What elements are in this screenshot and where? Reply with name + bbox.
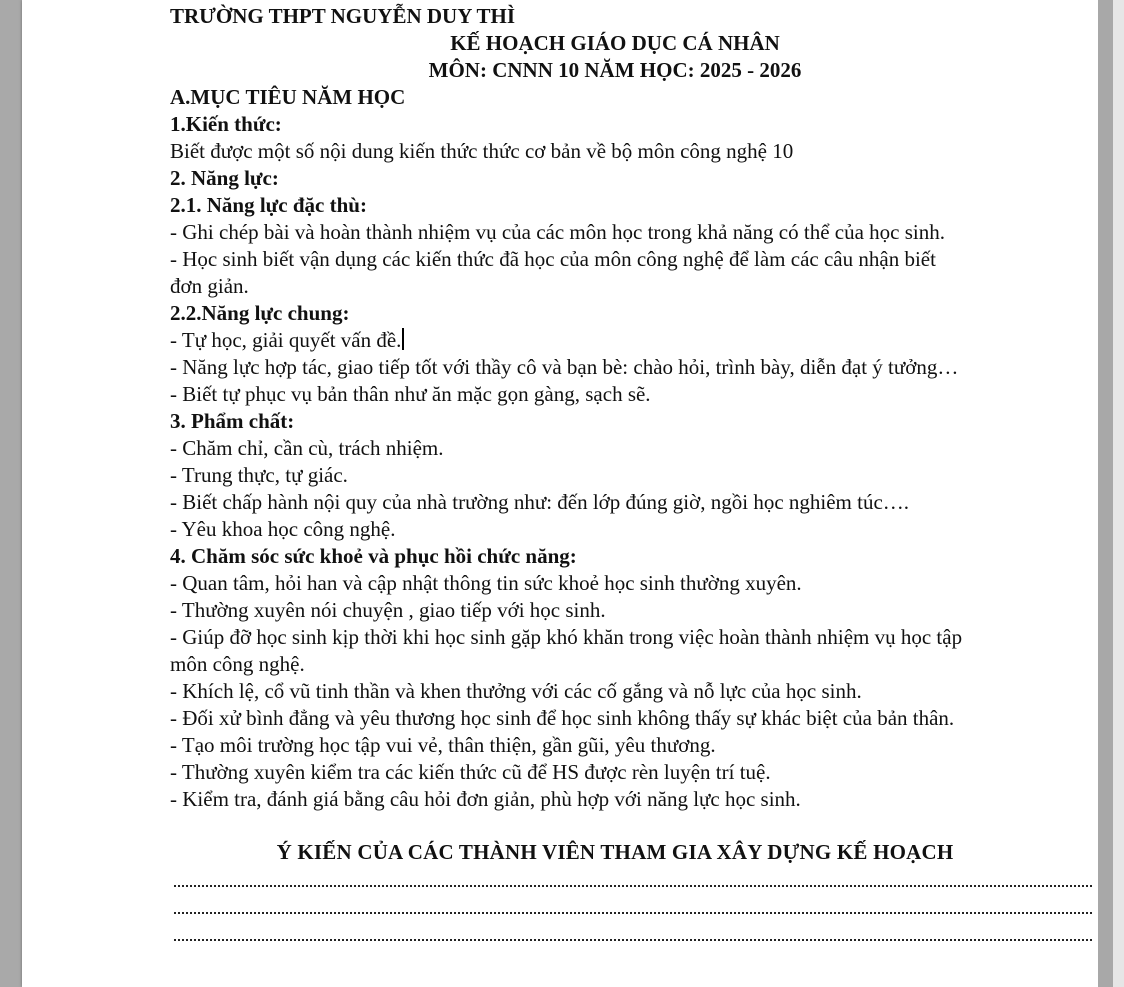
qualities-heading: 3. Phẩm chất:	[170, 409, 295, 433]
list-item: - Học sinh biết vận dụng các kiến thức đã học của môn công nghệ để làm các câu nhận biết	[170, 247, 936, 271]
general-competence-heading: 2.2.Năng lực chung:	[170, 301, 350, 325]
health-heading: 4. Chăm sóc sức khoẻ và phục hồi chức năng:	[170, 544, 577, 568]
list-item: - Thường xuyên nói chuyện , giao tiếp với học sinh.	[170, 598, 606, 622]
list-item: - Khích lệ, cổ vũ tinh thần và khen thưởng với các cố gắng và nỗ lực của học sinh.	[170, 679, 862, 703]
knowledge-heading: 1.Kiến thức:	[170, 112, 282, 136]
list-item: - Tạo môi trường học tập vui vẻ, thân thiện, gần gũi, yêu thương.	[170, 733, 716, 757]
list-item: - Năng lực hợp tác, giao tiếp tốt với thầy cô và bạn bè: chào hỏi, trình bày, diễn đạt ý tưởng…	[170, 355, 959, 379]
dotted-answer-line[interactable]	[170, 920, 1060, 947]
list-item-with-cursor[interactable]	[170, 327, 1060, 354]
list-item: môn công nghệ.	[170, 652, 305, 676]
dotted-answer-line[interactable]	[170, 893, 1060, 920]
list-item: - Quan tâm, hỏi han và cập nhật thông tin sức khoẻ học sinh thường xuyên.	[170, 571, 802, 595]
list-item: - Biết tự phục vụ bản thân như ăn mặc gọn gàng, sạch sẽ.	[170, 382, 651, 406]
list-item: - Trung thực, tự giác.	[170, 463, 348, 487]
specific-competence-heading: 2.1. Năng lực đặc thù:	[170, 193, 367, 217]
list-item: - Đối xử bình đẳng và yêu thương học sinh để học sinh không thấy sự khác biệt của bản thân.	[170, 706, 955, 730]
document-page[interactable]	[22, 0, 1098, 987]
list-item: - Giúp đỡ học sinh kịp thời khi học sinh gặp khó khăn trong việc hoàn thành nhiệm vụ học tập	[170, 625, 963, 649]
section-a-heading: A.MỤC TIÊU NĂM HỌC	[170, 85, 406, 109]
left-margin-background	[0, 0, 22, 987]
subject-year: MÔN: CNNN 10 NĂM HỌC: 2025 - 2026	[428, 58, 802, 82]
dotted-rule	[174, 939, 1092, 941]
text-cursor	[402, 328, 404, 350]
knowledge-text: Biết được một số nội dung kiến thức thức cơ bản về bộ môn công nghệ 10	[170, 139, 794, 163]
competence-heading: 2. Năng lực:	[170, 166, 279, 190]
vertical-scrollbar[interactable]	[1113, 0, 1124, 987]
dotted-rule	[174, 885, 1092, 887]
plan-title: KẾ HOẠCH GIÁO DỤC CÁ NHÂN	[450, 31, 780, 55]
list-item: - Ghi chép bài và hoàn thành nhiệm vụ của các môn học trong khả năng có thể của học sinh.	[170, 220, 946, 244]
document-body[interactable]	[170, 3, 1060, 947]
dotted-rule	[174, 912, 1092, 914]
spacer	[170, 824, 1060, 835]
spacer	[170, 813, 1060, 824]
list-item: - Thường xuyên kiểm tra các kiến thức cũ để HS được rèn luyện trí tuệ.	[170, 760, 771, 784]
list-item: đơn giản.	[170, 274, 249, 298]
list-item: - Kiểm tra, đánh giá bằng câu hỏi đơn giản, phù hợp với năng lực học sinh.	[170, 787, 801, 811]
dotted-answer-line[interactable]	[170, 866, 1060, 893]
school-name: TRƯỜNG THPT NGUYỄN DUY THÌ	[170, 4, 515, 28]
list-item: - Chăm chỉ, cần cù, trách nhiệm.	[170, 436, 444, 460]
list-item: - Yêu khoa học công nghệ.	[170, 517, 396, 541]
list-item: - Biết chấp hành nội quy của nhà trường như: đến lớp đúng giờ, ngồi học nghiêm túc….	[170, 490, 910, 514]
right-margin-background	[1098, 0, 1124, 987]
list-item: - Tự học, giải quyết vấn đề.	[170, 328, 402, 352]
opinion-heading: Ý KIẾN CỦA CÁC THÀNH VIÊN THAM GIA XÂY DỰNG KẾ HOẠCH	[276, 840, 954, 864]
